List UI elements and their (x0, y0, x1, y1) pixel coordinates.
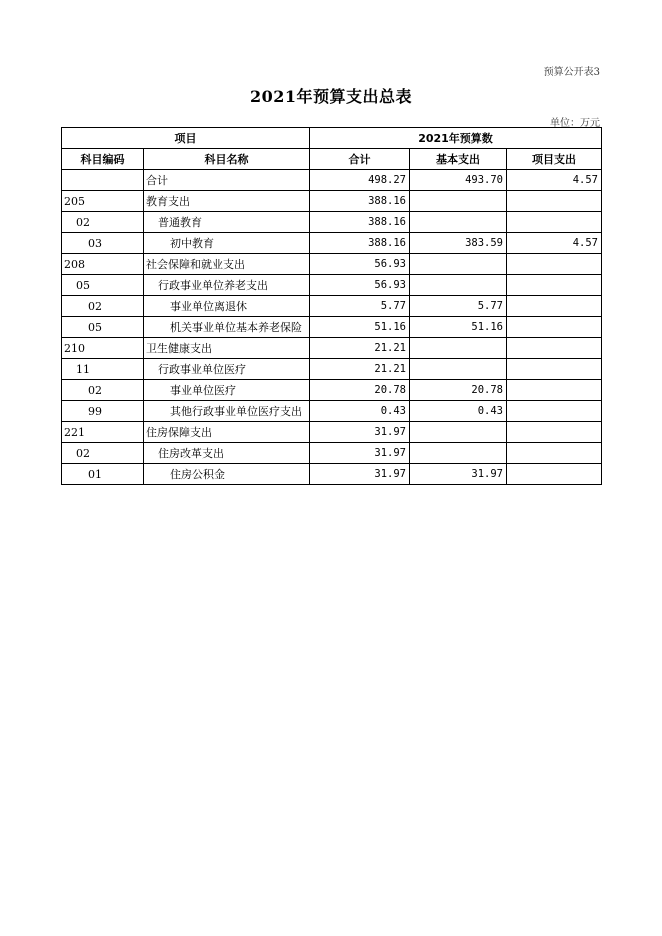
cell-basic: 51.16 (410, 317, 507, 338)
cell-basic: 383.59 (410, 233, 507, 254)
cell-name: 住房公积金 (144, 464, 310, 485)
table-row (62, 401, 602, 422)
table-row (62, 254, 602, 275)
table-row (62, 338, 602, 359)
cell-total: 56.93 (310, 275, 410, 296)
table-row (62, 359, 602, 380)
cell-name: 事业单位离退休 (144, 296, 310, 317)
cell-basic: 493.70 (410, 170, 507, 191)
cell-name: 普通教育 (144, 212, 310, 233)
table-row (62, 422, 602, 443)
header-project: 项目支出 (507, 149, 602, 170)
cell-project (507, 275, 602, 296)
cell-code: 05 (62, 317, 144, 338)
cell-basic (410, 359, 507, 380)
cell-code: 221 (62, 422, 144, 443)
table-row (62, 233, 602, 254)
cell-basic (410, 275, 507, 296)
cell-name: 行政事业单位养老支出 (144, 275, 310, 296)
cell-total: 0.43 (310, 401, 410, 422)
table-row (62, 443, 602, 464)
table-body (62, 170, 602, 485)
cell-project (507, 401, 602, 422)
cell-code: 02 (62, 380, 144, 401)
cell-name: 社会保障和就业支出 (144, 254, 310, 275)
cell-basic: 31.97 (410, 464, 507, 485)
cell-code: 99 (62, 401, 144, 422)
cell-project (507, 254, 602, 275)
table-row (62, 191, 602, 212)
cell-name: 卫生健康支出 (144, 338, 310, 359)
cell-total: 388.16 (310, 191, 410, 212)
table-row (62, 170, 602, 191)
cell-basic: 5.77 (410, 296, 507, 317)
cell-code: 02 (62, 443, 144, 464)
header-code: 科目编码 (62, 149, 144, 170)
table-row (62, 380, 602, 401)
cell-total: 31.97 (310, 464, 410, 485)
header-basic: 基本支出 (410, 149, 507, 170)
cell-total: 21.21 (310, 359, 410, 380)
cell-total: 31.97 (310, 443, 410, 464)
cell-project (507, 338, 602, 359)
cell-project (507, 464, 602, 485)
budget-table (61, 127, 602, 485)
cell-basic (410, 191, 507, 212)
cell-project (507, 359, 602, 380)
cell-basic (410, 254, 507, 275)
cell-code: 02 (62, 296, 144, 317)
cell-name: 合计 (144, 170, 310, 191)
cell-basic (410, 443, 507, 464)
cell-code: 01 (62, 464, 144, 485)
header-name: 科目名称 (144, 149, 310, 170)
cell-name: 行政事业单位医疗 (144, 359, 310, 380)
cell-total: 388.16 (310, 233, 410, 254)
cell-basic (410, 212, 507, 233)
cell-total: 56.93 (310, 254, 410, 275)
cell-basic (410, 338, 507, 359)
cell-total: 498.27 (310, 170, 410, 191)
cell-total: 5.77 (310, 296, 410, 317)
cell-total: 21.21 (310, 338, 410, 359)
unit-label: 单位：万元 (550, 118, 600, 129)
cell-name: 教育支出 (144, 191, 310, 212)
form-number: 预算公开表3 (543, 67, 600, 78)
header-budget-group: 2021年预算数 (310, 128, 602, 149)
cell-project: 4.57 (507, 233, 602, 254)
page-title: 2021年预算支出总表 (249, 87, 413, 106)
cell-project (507, 212, 602, 233)
cell-project (507, 443, 602, 464)
cell-code: 208 (62, 254, 144, 275)
cell-name: 住房保障支出 (144, 422, 310, 443)
table-row (62, 296, 602, 317)
cell-code (62, 170, 144, 191)
cell-name: 其他行政事业单位医疗支出 (144, 401, 310, 422)
cell-code: 02 (62, 212, 144, 233)
cell-total: 31.97 (310, 422, 410, 443)
cell-total: 20.78 (310, 380, 410, 401)
header-row-group (62, 128, 602, 149)
cell-project: 4.57 (507, 170, 602, 191)
cell-code: 05 (62, 275, 144, 296)
table-row (62, 275, 602, 296)
cell-total: 51.16 (310, 317, 410, 338)
cell-project (507, 317, 602, 338)
cell-project (507, 191, 602, 212)
cell-name: 初中教育 (144, 233, 310, 254)
header-item-group: 项目 (62, 128, 310, 149)
table-row (62, 212, 602, 233)
cell-basic (410, 422, 507, 443)
cell-code: 11 (62, 359, 144, 380)
cell-project (507, 296, 602, 317)
cell-code: 210 (62, 338, 144, 359)
cell-code: 205 (62, 191, 144, 212)
table-row (62, 317, 602, 338)
cell-basic: 0.43 (410, 401, 507, 422)
cell-name: 住房改革支出 (144, 443, 310, 464)
header-row-columns (62, 149, 602, 170)
cell-name: 机关事业单位基本养老保险 (144, 317, 310, 338)
cell-project (507, 422, 602, 443)
cell-name: 事业单位医疗 (144, 380, 310, 401)
cell-basic: 20.78 (410, 380, 507, 401)
table-row (62, 464, 602, 485)
header-total: 合计 (310, 149, 410, 170)
cell-code: 03 (62, 233, 144, 254)
cell-project (507, 380, 602, 401)
cell-total: 388.16 (310, 212, 410, 233)
